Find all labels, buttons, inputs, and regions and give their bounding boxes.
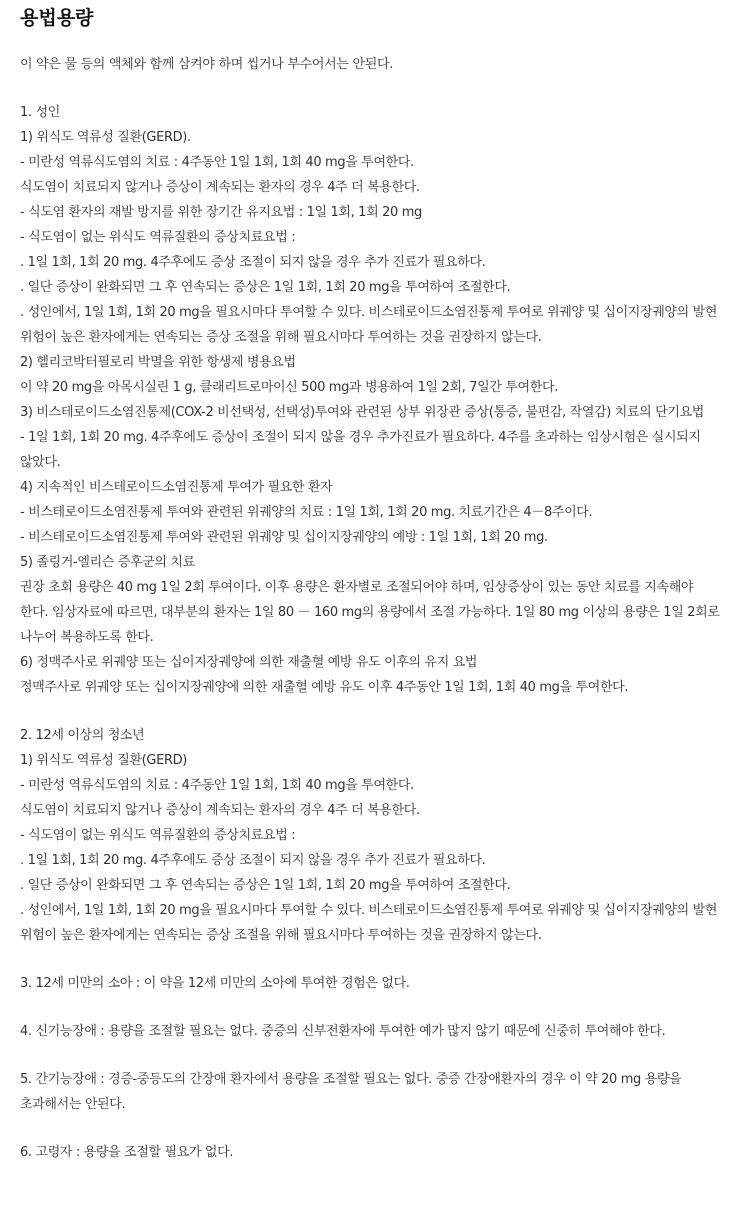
intro-text: 이 약은 물 등의 액체와 함께 삼켜야 하며 씹거나 부수어서는 안된다. (20, 57, 394, 72)
dosage-section (20, 723, 721, 948)
section-line: 식도염이 치료되지 않거나 증상이 계속되는 환자의 경우 4주 더 복용한다. (20, 180, 420, 195)
section-line: 1) 위식도 역류성 질환(GERD) (20, 753, 188, 768)
section-line: 3) 비스테로이드소염진통제(COX-2 비선택성, 선택성)투여와 관련된 상부 위장관 증상(통증, 불편감, 작열감) 치료의 단기요법 (20, 405, 704, 420)
section-line: - 식도염이 없는 위식도 역류질환의 증상치료요법 : (20, 230, 296, 245)
section-line: 4) 지속적인 비스테로이드소염진통제 투여가 필요한 환자 (20, 480, 333, 495)
section-line: - 미란성 역류식도염의 치료 : 4주동안 1일 1회, 1회 40 mg을 투여한다. (20, 155, 414, 170)
dosage-section (20, 1140, 721, 1165)
section-line: . 일단 증상이 완화되면 그 후 연속되는 증상은 1일 1회, 1회 20 mg을 투여하여 조절한다. (20, 878, 511, 893)
dosage-section (20, 1019, 721, 1044)
dosage-section (20, 100, 721, 700)
dosage-section (20, 971, 721, 996)
section-line: - 비스테로이드소염진통제 투여와 관련된 위궤양의 치료 : 1일 1회, 1회 20 mg. 치료기간은 4－8주이다. (20, 505, 593, 520)
section-line: - 비스테로이드소염진통제 투여와 관련된 위궤양 및 십이지장궤양의 예방 : 1일 1회, 1회 20 mg. (20, 530, 548, 545)
section-line: . 1일 1회, 1회 20 mg. 4주후에도 증상 조절이 되지 않을 경우 추가 진료가 필요하다. (20, 853, 486, 868)
section-heading: 4. 신기능장애 : 용량을 조절할 필요는 없다. 중증의 신부전환자에 투여한 예가 많지 않기 때문에 신중히 투여해야 한다. (20, 1024, 666, 1039)
section-line: 정맥주사로 위궤양 또는 십이지장궤양에 의한 재출혈 예방 유도 이후 4주동안 1일 1회, 1회 40 mg을 투여한다. (20, 680, 629, 695)
section-line: . 성인에서, 1일 1회, 1회 20 mg을 필요시마다 투여할 수 있다. 비스테로이드소염진통제 투여로 위궤양 및 십이지장궤양의 발현 위험이 높은 환자에게는 연속되는 증상 조절을 위해 필요시마다 투여하는 것을 권장하지 않는다. (20, 903, 718, 943)
section-line: 권장 초회 용량은 40 mg 1일 2회 투여이다. 이후 용량은 환자별로 조절되어야 하며, 임상증상이 있는 동안 치료를 지속해야 한다. 임상자료에 따르면, 대부분의 환자는 1일 80 － 160 mg의 용량에서 조절 가능하다. 1일 80 mg 이상의 용량은 1일 2회로 나누어 복용하도록 한다. (20, 580, 720, 645)
section-line: . 성인에서, 1일 1회, 1회 20 mg을 필요시마다 투여할 수 있다. 비스테로이드소염진통제 투여로 위궤양 및 십이지장궤양의 발현 위험이 높은 환자에게는 연속되는 증상 조절을 위해 필요시마다 투여하는 것을 권장하지 않는다. (20, 305, 718, 345)
section-heading: 6. 고령자 : 용량을 조절할 필요가 없다. (20, 1145, 234, 1160)
section-line: 5) 졸링거-엘리슨 증후군의 치료 (20, 555, 195, 570)
section-line: - 미란성 역류식도염의 치료 : 4주동안 1일 1회, 1회 40 mg을 투여한다. (20, 778, 414, 793)
section-line: - 1일 1회, 1회 20 mg. 4주후에도 증상이 조절이 되지 않을 경우 추가진료가 필요하다. 4주를 초과하는 임상시험은 실시되지 않았다. (20, 430, 701, 470)
section-line: 이 약 20 mg을 아목시실린 1 g, 클래리트로마이신 500 mg과 병용하여 1일 2회, 7일간 투여한다. (20, 380, 558, 395)
section-line: . 1일 1회, 1회 20 mg. 4주후에도 증상 조절이 되지 않을 경우 추가 진료가 필요하다. (20, 255, 486, 270)
section-heading: 5. 간기능장애 : 경증-중등도의 간장애 환자에서 용량을 조절할 필요는 없다. 중증 간장애환자의 경우 이 약 20 mg 용량을 초과해서는 안된다. (20, 1072, 682, 1112)
section-line: 식도염이 치료되지 않거나 증상이 계속되는 환자의 경우 4주 더 복용한다. (20, 803, 420, 818)
section-heading: 2. 12세 이상의 청소년 (20, 728, 145, 743)
section-heading: 3. 12세 미만의 소아 : 이 약을 12세 미만의 소아에 투여한 경험은 없다. (20, 976, 410, 991)
section-line: - 식도염 환자의 재발 방지를 위한 장기간 유지요법 : 1일 1회, 1회 20 mg (20, 205, 422, 220)
section-line: . 일단 증상이 완화되면 그 후 연속되는 증상은 1일 1회, 1회 20 mg을 투여하여 조절한다. (20, 280, 511, 295)
section-heading: 1. 성인 (20, 105, 60, 120)
dosage-sections (20, 100, 721, 1165)
page-title: 용법용량 (20, 7, 94, 29)
section-line: 6) 정맥주사로 위궤양 또는 십이지장궤양에 의한 재출혈 예방 유도 이후의 유지 요법 (20, 655, 478, 670)
section-line: 2) 헬리코박터필로리 박멸을 위한 항생제 병용요법 (20, 355, 296, 370)
dosage-section (20, 1067, 721, 1117)
section-line: 1) 위식도 역류성 질환(GERD). (20, 130, 191, 145)
section-line: - 식도염이 없는 위식도 역류질환의 증상치료요법 : (20, 828, 296, 843)
